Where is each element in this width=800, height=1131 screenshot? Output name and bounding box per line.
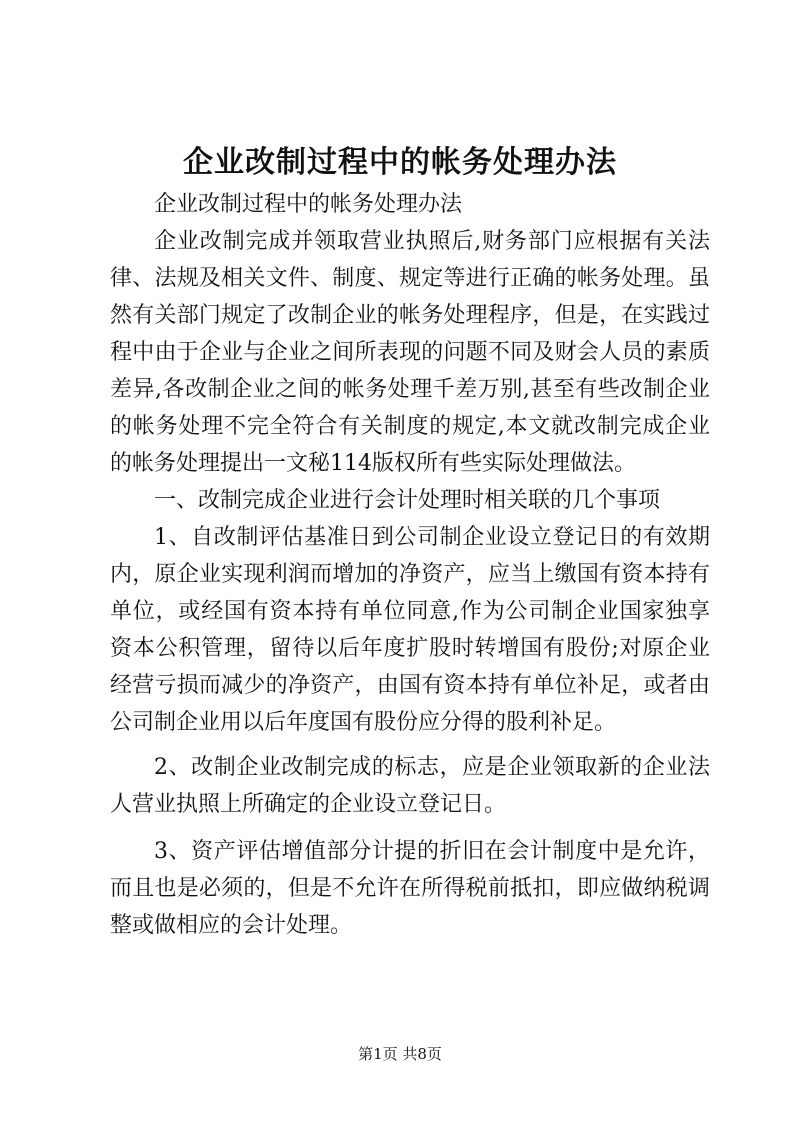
paragraph-item-1: 1、自改制评估基准日到公司制企业设立登记日的有效期内，原企业实现利润而增加的净资产，应当上缴国有资本持有单位，或经国有资本持有单位同意,作为公司制企业国家独享资本公积管理，留待以后年度扩股时转增国有股份;对原企业经营亏损而减少的净资产，由国有资本持有单位补足，或者由公司制企业用以后年度国有股份应分得的股利补足。 [110, 525, 710, 735]
paragraph-item-2: 2、改制企业改制完成的标志，应是企业领取新的企业法人营业执照上所确定的企业设立登记日。 [110, 755, 710, 817]
document-title: 企业改制过程中的帐务处理办法 [183, 145, 617, 180]
paragraph-subtitle: 企业改制过程中的帐务处理办法 [154, 192, 463, 217]
document-body [110, 186, 710, 944]
paragraph-section-heading: 一、改制完成企业进行会计处理时相关联的几个事项 [154, 488, 661, 513]
paragraph-intro: 企业改制完成并领取营业执照后,财务部门应根据有关法律、法规及相关文件、制度、规定等进行正确的帐务处理。虽然有关部门规定了改制企业的帐务处理程序，但是，在实践过程中由于企业与企业之间所表现的问题不同及财会人员的素质差异,各改制企业之间的帐务处理千差万别,甚至有些改制企业的帐务处理不完全符合有关制度的规定,本文就改制完成企业的帐务处理提出一文秘114版权所有些实际处理做法。 [110, 229, 710, 476]
paragraph-item-3: 3、资产评估增值部分计提的折旧在会计制度中是允许，而且也是必须的，但是不允许在所得税前抵扣，即应做纳税调整或做相应的会计处理。 [110, 839, 710, 938]
page-footer: 第1页 共8页 [358, 1045, 442, 1063]
